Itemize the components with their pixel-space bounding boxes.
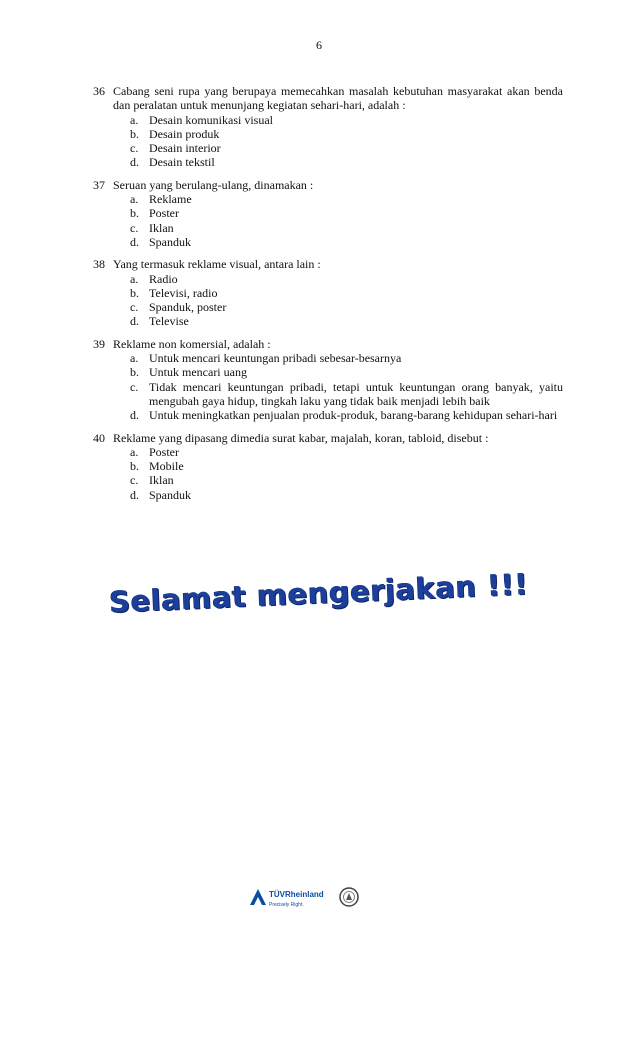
option-b	[113, 459, 563, 473]
option-label: c.	[130, 379, 139, 394]
option-b	[113, 365, 563, 379]
option-a	[113, 445, 563, 459]
option-label: a.	[130, 351, 139, 366]
option-label: a.	[130, 112, 139, 127]
option-label: b.	[130, 126, 139, 141]
option-label: a.	[130, 444, 139, 459]
option-label: b.	[130, 206, 139, 221]
option-c	[113, 380, 563, 409]
option-d	[113, 155, 563, 169]
option-list	[113, 192, 563, 249]
footer-logos	[248, 883, 368, 915]
option-label: c.	[130, 220, 139, 235]
svg-text:Precisely Right.: Precisely Right.	[269, 902, 304, 908]
option-c	[113, 300, 563, 314]
option-text: Spanduk, poster	[149, 300, 227, 315]
question-text: Yang termasuk reklame visual, antara lain :	[113, 257, 321, 272]
question-number: 38	[93, 257, 105, 272]
page-number: 6	[316, 38, 322, 52]
question-text: Reklame yang dipasang dimedia surat kabar, majalah, koran, tabloid, disebut :	[113, 430, 489, 445]
question-39	[93, 337, 563, 423]
question-number: 36	[93, 84, 105, 98]
option-b	[113, 127, 563, 141]
option-label: d.	[130, 155, 139, 170]
question-text: Cabang seni rupa yang berupaya memecahkan masalah kebutuhan masyarakat akan benda dan peralatan untuk menunjang kegiatan sehari-hari, adalah :	[113, 84, 563, 113]
option-b	[113, 206, 563, 220]
option-text: Tidak mencari keuntungan pribadi, tetapi untuk keuntungan orang banyak, yaitu mengubah gaya hidup, tingkah laku yang tidak baik menjadi lebih baik	[149, 379, 563, 408]
option-c	[113, 473, 563, 487]
question-number: 37	[93, 177, 105, 192]
option-text: Untuk mencari uang	[149, 365, 247, 380]
option-label: c.	[130, 141, 139, 156]
option-text: Untuk meningkatkan penjualan produk-produk, barang-barang kehidupan sehari-hari	[149, 408, 558, 423]
option-text: Desain interior	[149, 141, 221, 156]
option-text: Desain produk	[149, 126, 220, 141]
question-37	[93, 178, 563, 249]
option-list	[113, 272, 563, 329]
question-40	[93, 431, 563, 502]
question-text: Seruan yang berulang-ulang, dinamakan :	[113, 177, 314, 192]
option-a	[113, 192, 563, 206]
option-text: Iklan	[149, 473, 174, 488]
option-list	[113, 113, 563, 170]
option-c	[113, 141, 563, 155]
option-label: b.	[130, 459, 139, 474]
option-text: Desain tekstil	[149, 155, 215, 170]
question-text: Reklame non komersial, adalah :	[113, 336, 271, 351]
option-text: Mobile	[149, 459, 184, 474]
option-a	[113, 113, 563, 127]
question-number: 39	[93, 336, 105, 351]
option-text: Poster	[149, 444, 179, 459]
question-list	[93, 84, 563, 510]
option-label: a.	[130, 271, 139, 286]
option-d	[113, 488, 563, 502]
tuv-rheinland-logo	[248, 883, 368, 915]
closing-text: Selamat mengerjakan !!!	[108, 566, 530, 620]
option-b	[113, 286, 563, 300]
option-list	[113, 445, 563, 502]
option-label: c.	[130, 300, 139, 315]
option-text: Desain komunikasi visual	[149, 112, 273, 127]
option-text: Reklame	[149, 192, 192, 207]
option-text: Televise	[149, 314, 189, 329]
option-text: Iklan	[149, 220, 174, 235]
svg-text:TÜVRheinland: TÜVRheinland	[269, 890, 324, 899]
option-text: Spanduk	[149, 234, 191, 249]
option-d	[113, 408, 563, 422]
option-text: Untuk mencari keuntungan pribadi sebesar-besarnya	[149, 351, 402, 366]
option-label: b.	[130, 365, 139, 380]
option-label: c.	[130, 473, 139, 488]
option-label: a.	[130, 192, 139, 207]
option-label: d.	[130, 487, 139, 502]
option-label: d.	[130, 234, 139, 249]
option-label: b.	[130, 285, 139, 300]
option-label: d.	[130, 408, 139, 423]
question-36	[93, 84, 563, 170]
option-d	[113, 235, 563, 249]
closing-message	[0, 566, 638, 620]
option-d	[113, 314, 563, 328]
option-text: Spanduk	[149, 487, 191, 502]
option-list	[113, 351, 563, 422]
question-38	[93, 257, 563, 328]
option-a	[113, 351, 563, 365]
option-text: Radio	[149, 271, 178, 286]
option-text: Televisi, radio	[149, 285, 218, 300]
option-text: Poster	[149, 206, 179, 221]
question-number: 40	[93, 430, 105, 445]
option-a	[113, 272, 563, 286]
option-label: d.	[130, 314, 139, 329]
option-c	[113, 221, 563, 235]
